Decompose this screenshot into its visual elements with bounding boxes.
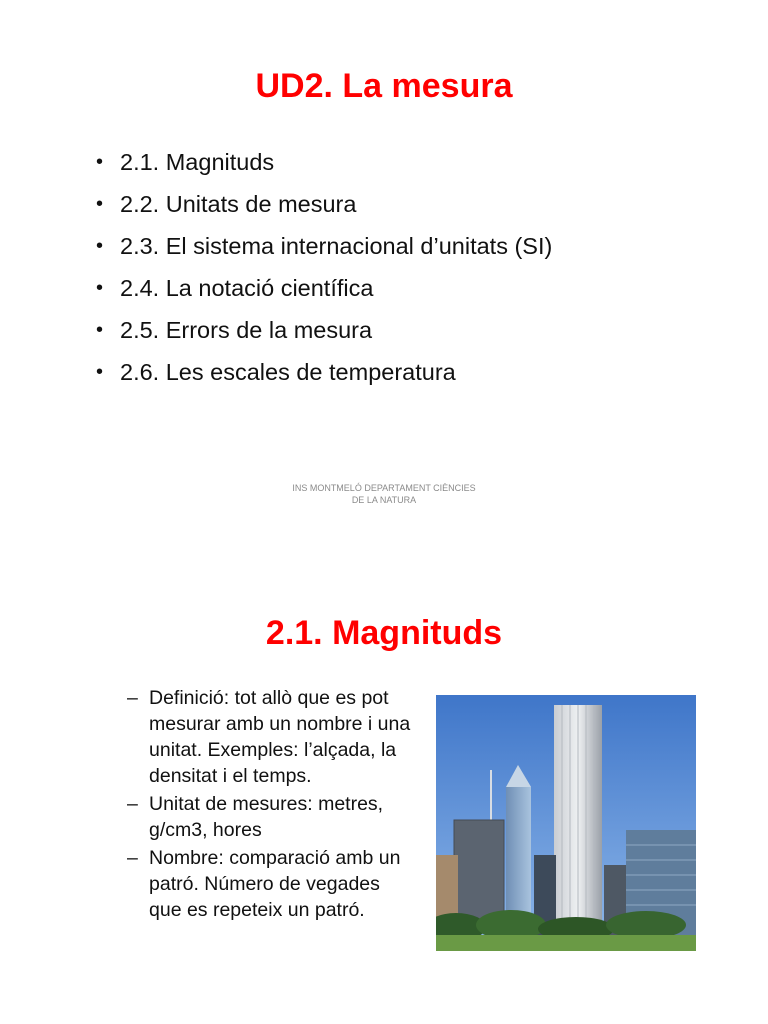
list-item bbox=[96, 146, 552, 188]
footer-line-2: DE LA NATURA bbox=[351, 495, 417, 505]
bullet-icon: • bbox=[96, 361, 104, 383]
footer-line-1: INS MONTMELÓ DEPARTAMENT CIÈNCIES bbox=[292, 483, 476, 493]
list-item-text: Nombre: comparació amb un patró. Número de vegades que es repeteix un patró. bbox=[149, 847, 401, 921]
skyscrapers-photo bbox=[436, 695, 696, 951]
list-item bbox=[96, 314, 552, 356]
list-item-text: 2.5. Errors de la mesura bbox=[120, 317, 373, 343]
list-item-text: 2.4. La notació científica bbox=[120, 275, 374, 301]
bullet-icon: • bbox=[96, 193, 104, 215]
list-item bbox=[96, 188, 552, 230]
list-item-text: 2.1. Magnituds bbox=[120, 149, 275, 175]
bullet-icon: • bbox=[96, 235, 104, 257]
dash-icon: – bbox=[127, 847, 138, 869]
list-item bbox=[127, 685, 417, 789]
list-item bbox=[127, 791, 417, 843]
slide-2-title: 2.1. Magnituds bbox=[265, 614, 503, 652]
bullet-icon: • bbox=[96, 277, 104, 299]
list-item bbox=[96, 356, 552, 398]
list-item-text: Unitat de mesures: metres, g/cm3, hores bbox=[149, 793, 384, 841]
bullet-icon: • bbox=[96, 319, 104, 341]
bullet-icon: • bbox=[96, 151, 104, 173]
dash-icon: – bbox=[127, 793, 138, 815]
slide-footer bbox=[234, 482, 534, 506]
dash-icon: – bbox=[127, 687, 138, 709]
list-item-text: 2.2. Unitats de mesura bbox=[120, 191, 357, 217]
list-item bbox=[96, 230, 552, 272]
list-item-text: Definició: tot allò que es pot mesurar amb un nombre i una unitat. Exemples: l’alçada, la densitat i el temps. bbox=[149, 687, 411, 787]
list-item bbox=[96, 272, 552, 314]
list-item bbox=[127, 845, 417, 923]
slide-1-title: UD2. La mesura bbox=[255, 67, 513, 105]
topics-list bbox=[96, 146, 552, 398]
list-item-text: 2.3. El sistema internacional d’unitats (SI) bbox=[120, 233, 553, 259]
list-item-text: 2.6. Les escales de temperatura bbox=[120, 359, 456, 385]
definition-list bbox=[127, 685, 417, 925]
